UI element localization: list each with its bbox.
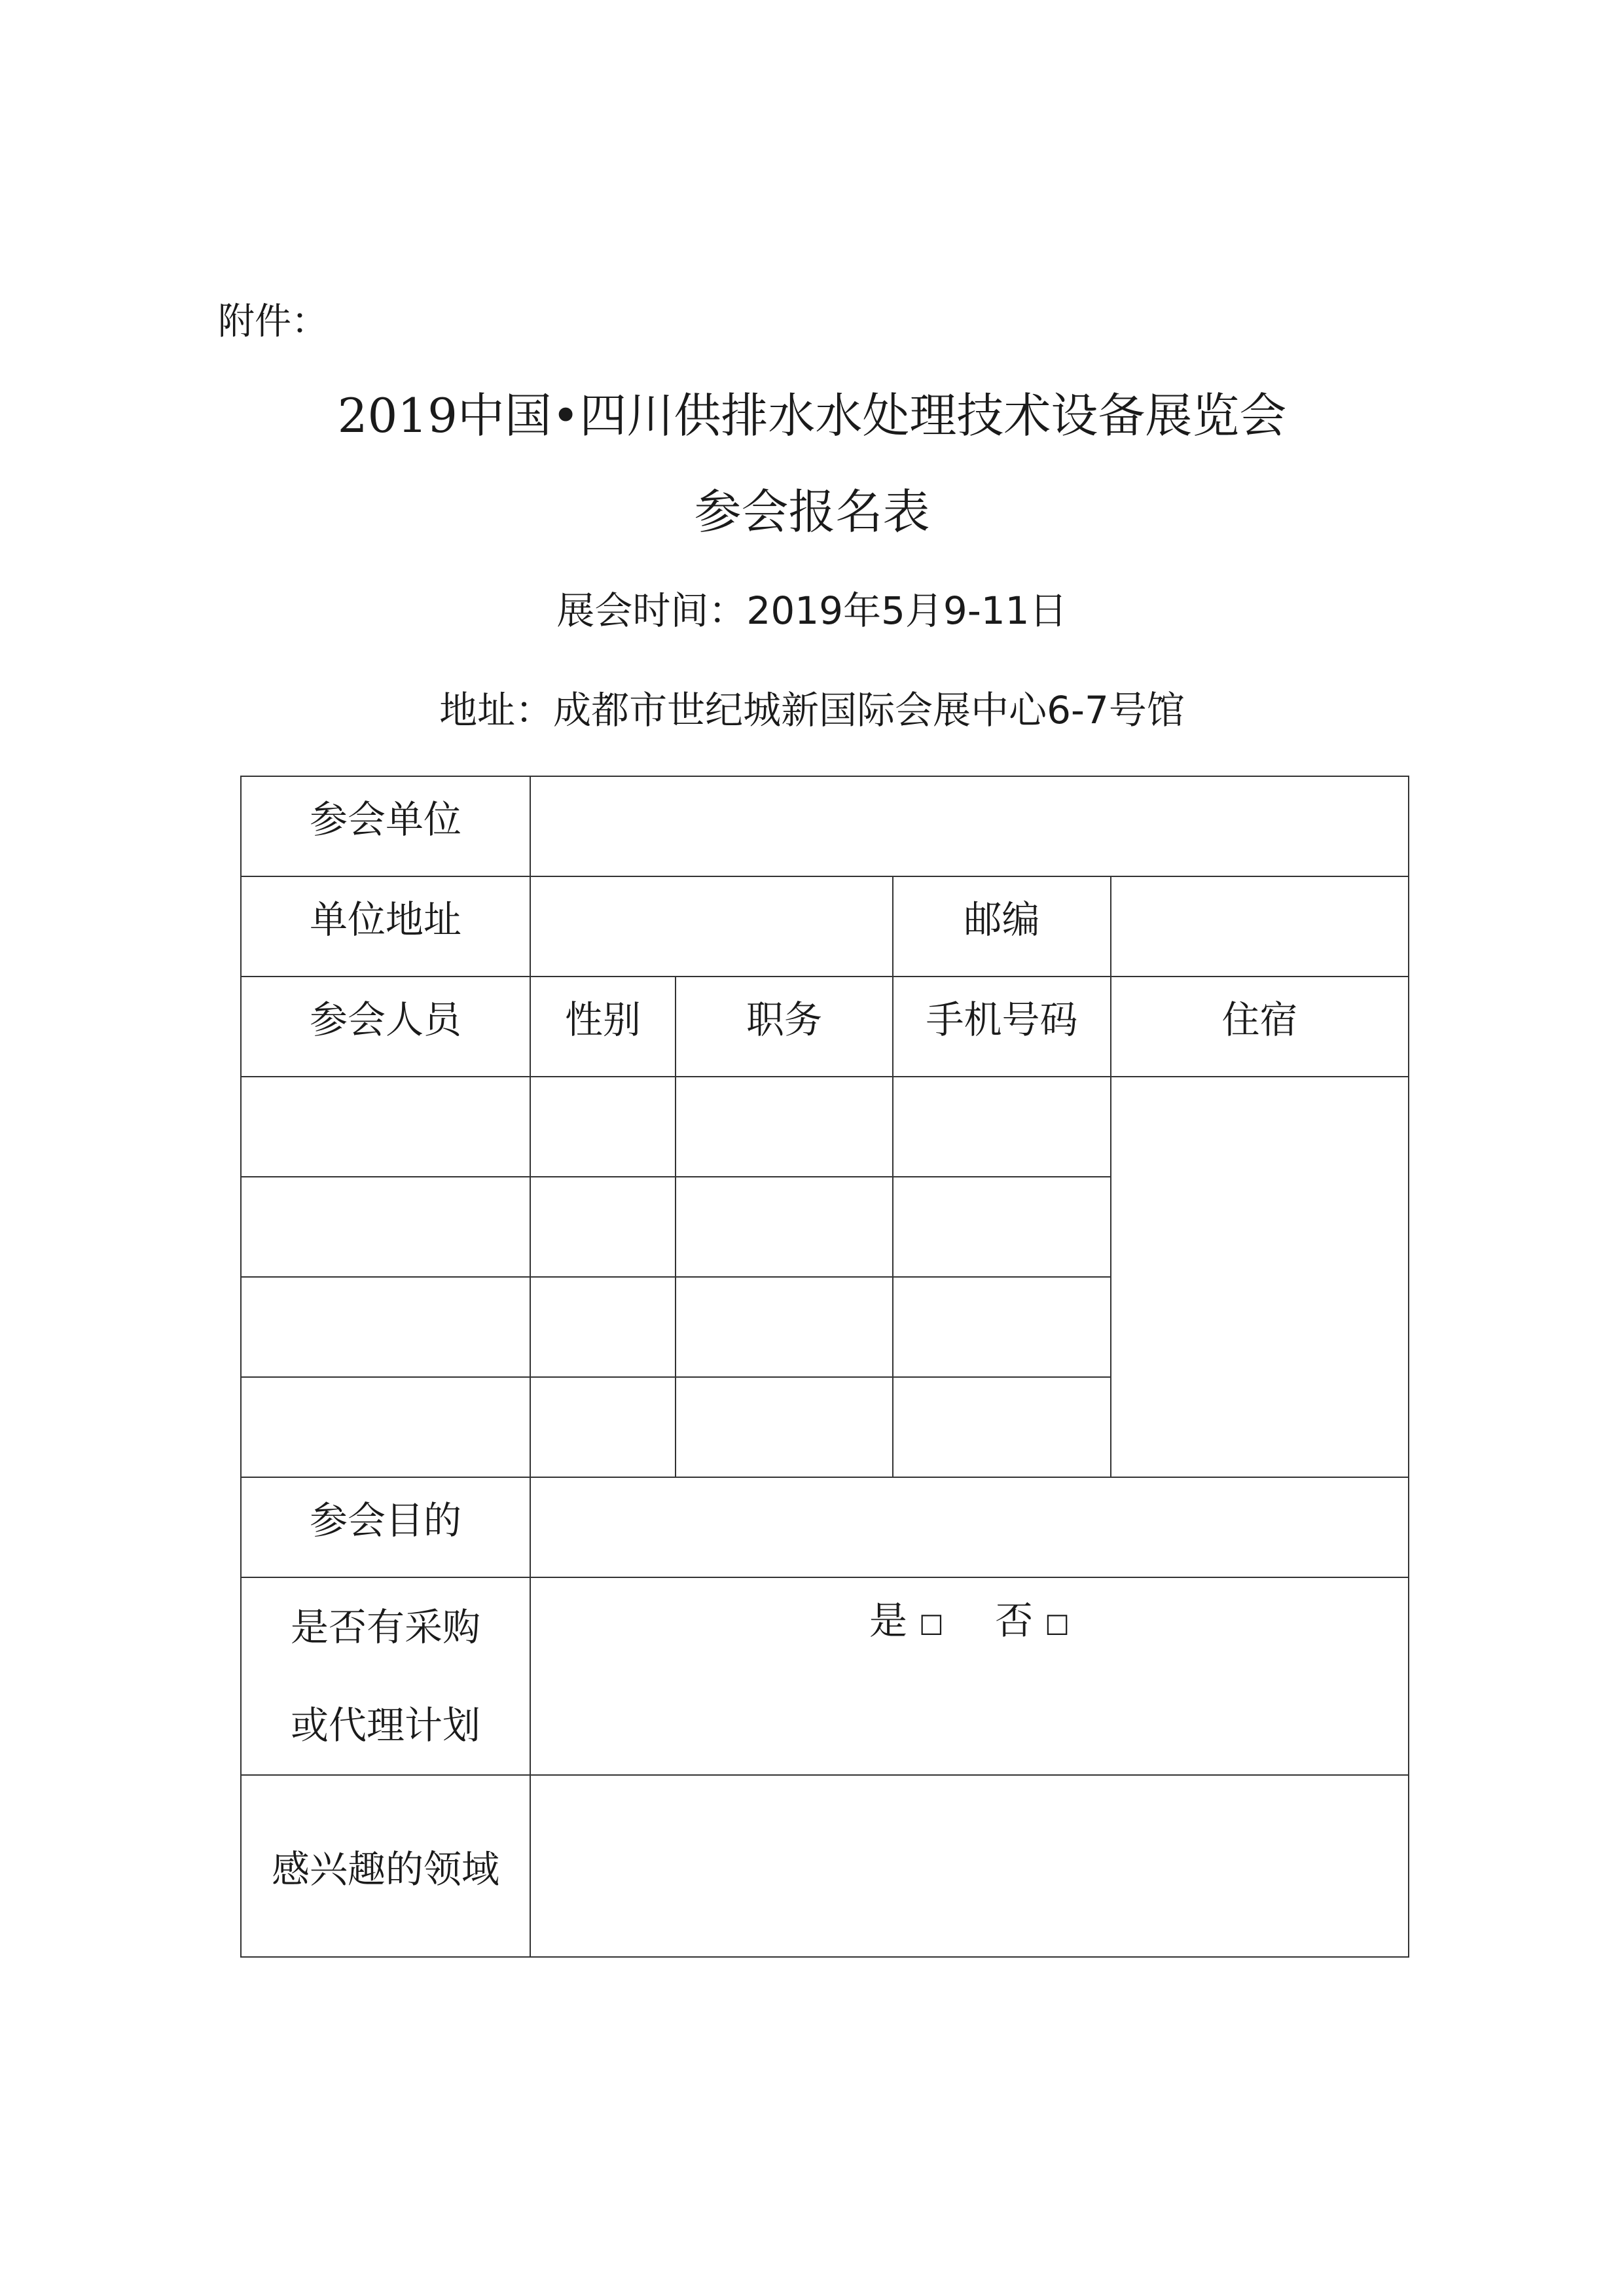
attendee-position-cell[interactable]	[676, 1377, 893, 1477]
header-gender: 性别	[530, 977, 676, 1077]
attendee-row	[241, 1077, 1409, 1177]
purpose-input-cell[interactable]	[530, 1477, 1409, 1577]
unit-label: 参会单位	[241, 776, 530, 876]
purchase-plan-label	[241, 1577, 530, 1775]
exhibition-time: 展会时间：2019年5月9-11日	[556, 588, 1068, 633]
attachment-label: 附件：	[218, 300, 328, 343]
postcode-input-cell[interactable]	[1111, 876, 1409, 977]
yes-label: 是	[869, 1598, 907, 1643]
attendee-gender-cell[interactable]	[530, 1377, 676, 1477]
postcode-label: 邮编	[893, 876, 1111, 977]
attendee-phone-cell[interactable]	[893, 1377, 1111, 1477]
attendee-name-cell[interactable]	[241, 1277, 530, 1377]
row-interest	[241, 1775, 1409, 1957]
attendee-phone-cell[interactable]	[893, 1177, 1111, 1277]
purchase-plan-label-line2: 或代理计划	[290, 1703, 480, 1748]
document-title: 2019中国•四川供排水水处理技术设备展览会	[337, 388, 1287, 443]
attendee-name-cell[interactable]	[241, 1377, 530, 1477]
attendee-position-cell[interactable]	[676, 1277, 893, 1377]
no-option[interactable]	[995, 1590, 1070, 1645]
row-unit	[241, 776, 1409, 876]
purchase-plan-label-line1: 是否有采购	[290, 1605, 480, 1649]
interest-label: 感兴趣的领域	[241, 1775, 530, 1957]
header-phone: 手机号码	[893, 977, 1111, 1077]
exhibition-address: 地址：成都市世纪城新国际会展中心6-7号馆	[439, 688, 1185, 732]
attendee-gender-cell[interactable]	[530, 1177, 676, 1277]
no-checkbox[interactable]: □	[1045, 1607, 1070, 1638]
registration-form	[240, 776, 1409, 1958]
row-unit-address	[241, 876, 1409, 977]
attendee-gender-cell[interactable]	[530, 1077, 676, 1177]
header-attendee: 参会人员	[241, 977, 530, 1077]
attendee-gender-cell[interactable]	[530, 1277, 676, 1377]
no-label: 否	[995, 1598, 1034, 1643]
row-purchase-plan	[241, 1577, 1409, 1775]
header-position: 职务	[676, 977, 893, 1077]
attendee-position-cell[interactable]	[676, 1077, 893, 1177]
purchase-plan-options	[530, 1577, 1409, 1775]
purpose-label: 参会目的	[241, 1477, 530, 1577]
yes-checkbox[interactable]: □	[918, 1607, 944, 1638]
accommodation-cell[interactable]	[1111, 1077, 1409, 1477]
attendee-phone-cell[interactable]	[893, 1077, 1111, 1177]
document-subtitle: 参会报名表	[694, 484, 930, 539]
attendee-phone-cell[interactable]	[893, 1277, 1111, 1377]
attendee-name-cell[interactable]	[241, 1077, 530, 1177]
unit-address-label: 单位地址	[241, 876, 530, 977]
row-purpose	[241, 1477, 1409, 1577]
interest-input-cell[interactable]	[530, 1775, 1409, 1957]
attendee-name-cell[interactable]	[241, 1177, 530, 1277]
row-attendee-headers	[241, 977, 1409, 1077]
unit-input-cell[interactable]	[530, 776, 1409, 876]
unit-address-input-cell[interactable]	[530, 876, 893, 977]
yes-option[interactable]	[869, 1590, 944, 1645]
header-accommodation: 住宿	[1111, 977, 1409, 1077]
attendee-position-cell[interactable]	[676, 1177, 893, 1277]
